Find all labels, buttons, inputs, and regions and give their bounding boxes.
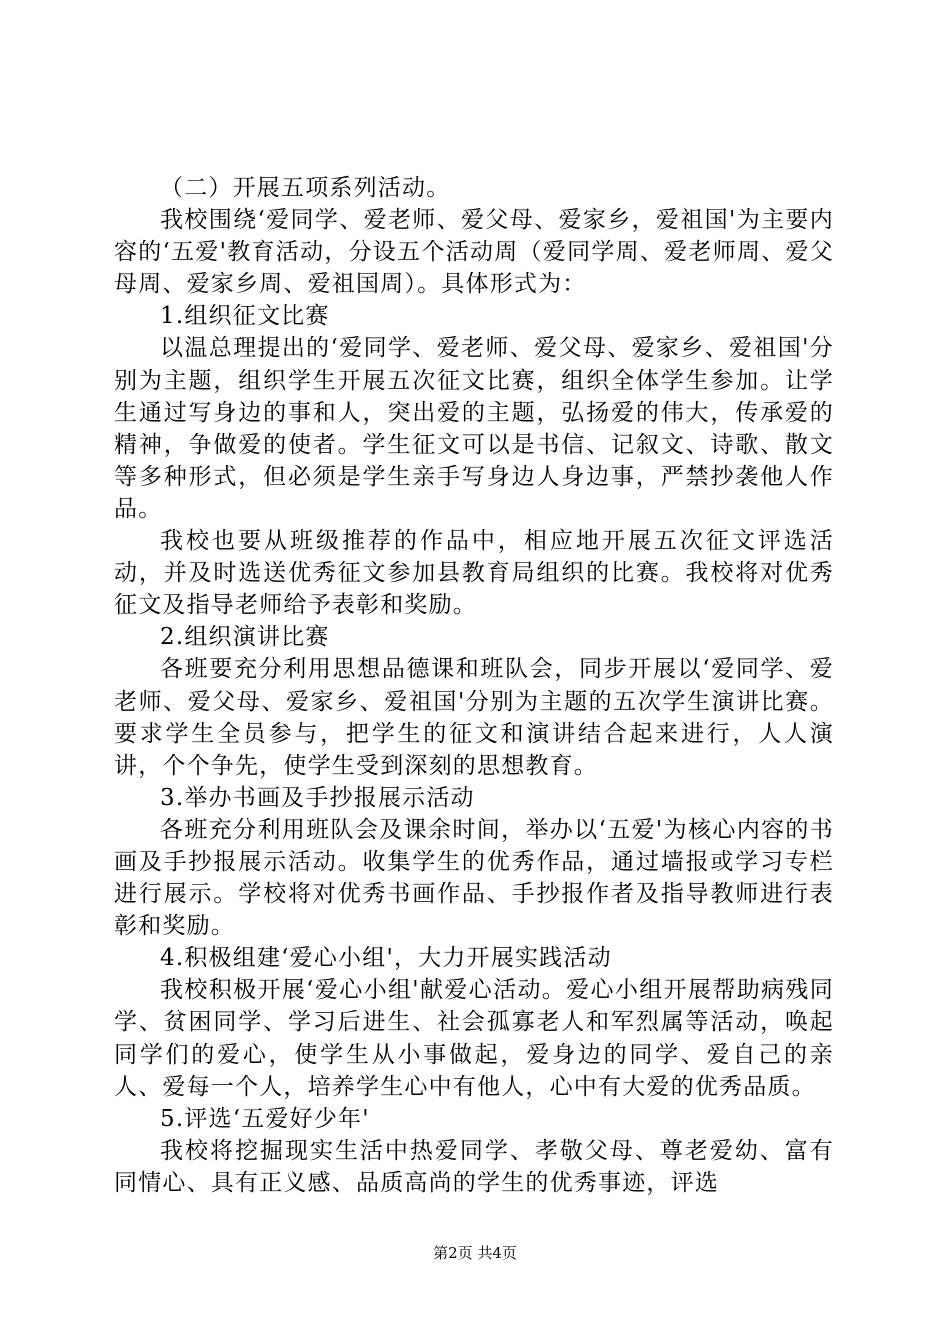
- intro-paragraph: 我校围绕‘爱同学、爱老师、爱父母、爱家乡，爱祖国'为主要内容的‘五爱'教育活动，分设五个活动周（爱同学周、爱老师周、爱父母周、爱家乡周、爱祖国周）。具体形式为：: [114, 207, 834, 298]
- item-heading-exhibition: 3.举办书画及手抄报展示活动: [160, 784, 475, 811]
- page-number-footer: 第2页 共4页: [433, 1244, 517, 1262]
- speech-paragraph: 各班要充分利用思想品德课和班队会，同步开展以‘爱同学、爱老师、爱父母、爱家乡、爱祖国'分别为主题的五次学生演讲比赛。要求学生全员参与，把学生的征文和演讲结合起来进行，人人演讲，个个争先，使学生受到深刻的思想教育。: [114, 656, 834, 779]
- essay-paragraph-1: 以温总理提出的‘爱同学、爱老师、爱父母、爱家乡、爱祖国'分别为主题，组织学生开展五次征文比赛，组织全体学生参加。让学生通过写身边的事和人，突出爱的主题，弘扬爱的伟大，传承爱的精神，争做爱的使者。学生征文可以是书信、记叙文、诗歌、散文等多种形式，但必须是学生亲手写身边人身边事，严禁抄袭他人作品。: [114, 335, 834, 522]
- essay-paragraph-2: 我校也要从班级推荐的作品中，相应地开展五次征文评选活动，并及时选送优秀征文参加县教育局组织的比赛。我校将对优秀征文及指导老师给予表彰和奖励。: [114, 528, 834, 619]
- item-heading-love-group: 4.积极组建‘爱心小组'，大力开展实践活动: [160, 945, 612, 972]
- exhibition-paragraph: 各班充分利用班队会及课余时间，举办以‘五爱'为核心内容的书画及手抄报展示活动。收集学生的优秀作品，通过墙报或学习专栏进行展示。学校将对优秀书画作品、手抄报作者及指导教师进行表彰和奖励。: [114, 816, 834, 940]
- selection-paragraph: 我校将挖掘现实生活中热爱同学、孝敬父母、尊老爱幼、富有同情心、具有正义感、品质高尚的学生的优秀事迹，评选: [114, 1137, 834, 1196]
- item-heading-speech: 2.组织演讲比赛: [160, 624, 330, 651]
- love-group-paragraph: 我校积极开展‘爱心小组'献爱心活动。爱心小组开展帮助病残同学、贫困同学、学习后进生、社会孤寡老人和军烈属等活动，唤起同学们的爱心，使学生从小事做起，爱身边的同学、爱自己的亲人、爱每一个人，培养学生心中有他人，心中有大爱的优秀品质。: [114, 977, 834, 1100]
- item-heading-essay: 1.组织征文比赛: [160, 303, 330, 330]
- item-heading-selection: 5.评选‘五爱好少年': [160, 1105, 370, 1132]
- section-heading: （二）开展五项系列活动。: [160, 175, 451, 201]
- document-body: [114, 172, 834, 1199]
